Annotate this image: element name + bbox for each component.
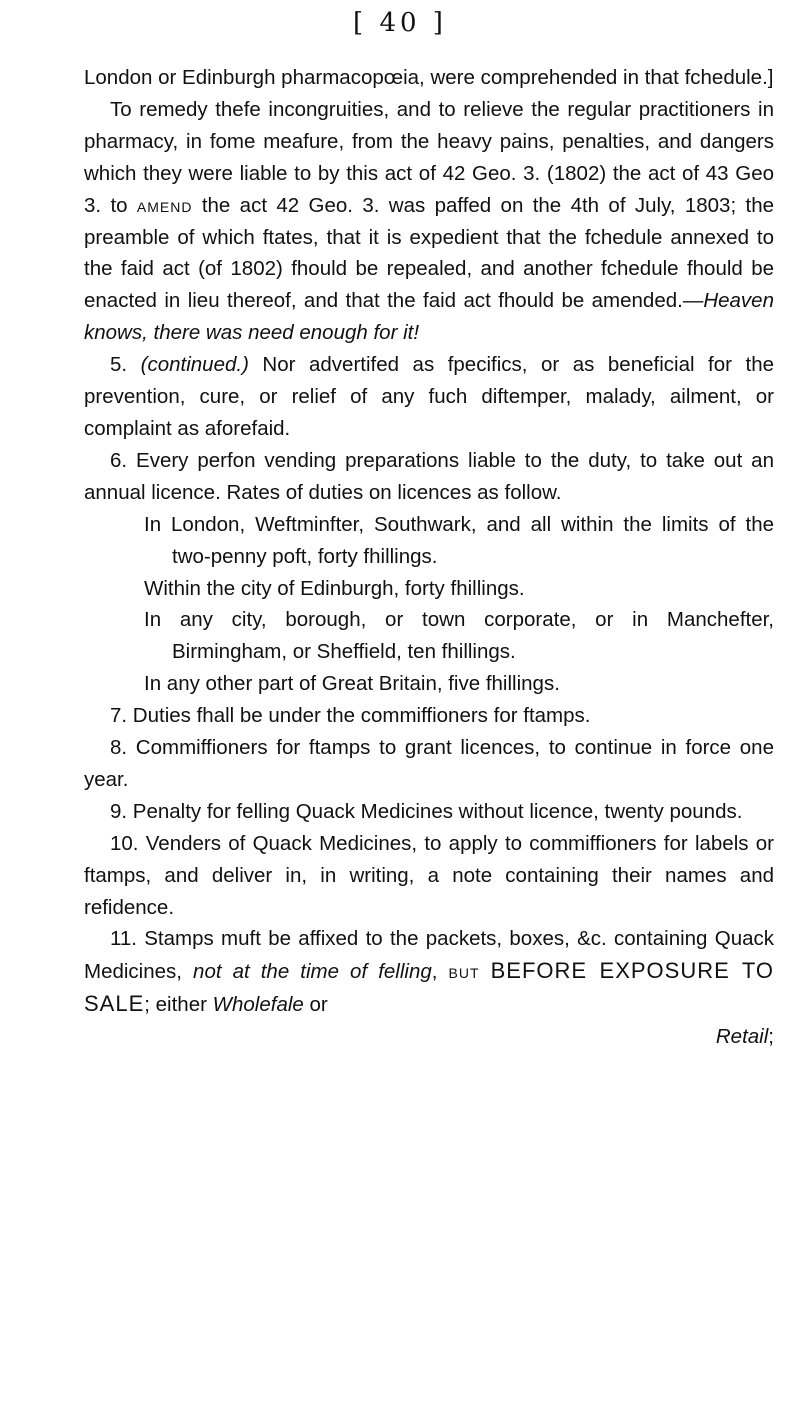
item-10: 10. Venders of Quack Medicines, to apply to commiffioners for labels or ftamps, and deliver in, in writing, a note containing their names and refidence. [84, 831, 774, 919]
rate-other-britain: In any other part of Great Britain, five fhillings. [144, 672, 560, 696]
before-exposure-heading: BEFORE EXPOSURE TO SALE [84, 958, 774, 1017]
item-11-wholesale: Wholefale [212, 993, 304, 1017]
item-5-text: Nor advertifed as fpecifics, or as beneficial for the prevention, cure, or relief of any fuch diftemper, malady, ailment, or complaint as aforefaid. [84, 353, 774, 440]
item-11-retail: Retail [715, 1025, 769, 1049]
heaven-knows-remark: Heaven knows, there was need enough for it! [84, 289, 774, 345]
page-number: [ 40 ] [353, 8, 447, 38]
paragraph-pharmacopoeia: London or Edinburgh pharmacopœia, were comprehended in that fchedule.] [84, 66, 774, 89]
item-11-text-3: ; either [144, 993, 213, 1017]
item-11 [84, 923, 774, 1021]
rate-edinburgh: Within the city of Edinburgh, forty fhillings. [144, 576, 525, 600]
item-11-or: or [303, 993, 328, 1017]
item-9: 9. Penalty for felling Quack Medicines without licence, twenty pounds. [110, 799, 743, 823]
item-7: 7. Duties fhall be under the commiffioners for ftamps. [110, 704, 591, 728]
item-11-text-1: 11. Stamps muft be affixed to the packets, boxes, &c. containing Quack Medicines, [84, 927, 774, 984]
rate-city-borough: In any city, borough, or town corporate, or in Manchefter, Birmingham, or Sheffield, ten fhillings. [144, 608, 774, 664]
rate-london: In London, Weftminfter, Southwark, and all within the limits of the two-penny poft, forty fhillings. [144, 512, 774, 568]
item-11-comma: , [431, 960, 449, 984]
remedy-text-2: the act 42 Geo. 3. was paffed on the 4th of July, 1803; the preamble of which ftates, that it is expedient that the fchedule annexed to the faid act (of 1802) fhould be repealed, and another fchedule fhould be enacted in lieu thereof, and that the faid act fhould be amended.— [84, 193, 774, 313]
page-body [84, 62, 774, 1053]
item-11-italic-not-at-time: not at the time of felling [193, 960, 432, 984]
paragraph-remedy [84, 94, 774, 349]
item-5-continued: (continued.) [140, 353, 249, 377]
item-5-number: 5. [110, 353, 128, 377]
item-8: 8. Commiffioners for ftamps to grant licences, to continue in force one year. [84, 736, 774, 791]
item-11-but: but [448, 960, 480, 984]
remedy-text-1: To remedy thefe incongruities, and to relieve the regular practitioners in pharmacy, in fome meafure, from the heavy pains, penalties, and dangers which they were liable to by this act of 42 Geo. 3. (1802) the act of 43 Geo 3. to [84, 97, 774, 217]
item-5 [84, 349, 774, 445]
item-11-semicolon: ; [768, 1025, 774, 1049]
item-6: 6. Every perfon vending preparations liable to the duty, to take out an annual licence. Rates of duties on licences as follow. [84, 448, 774, 504]
item-11-last-line [84, 1021, 774, 1053]
amend-word: amend [136, 193, 193, 217]
